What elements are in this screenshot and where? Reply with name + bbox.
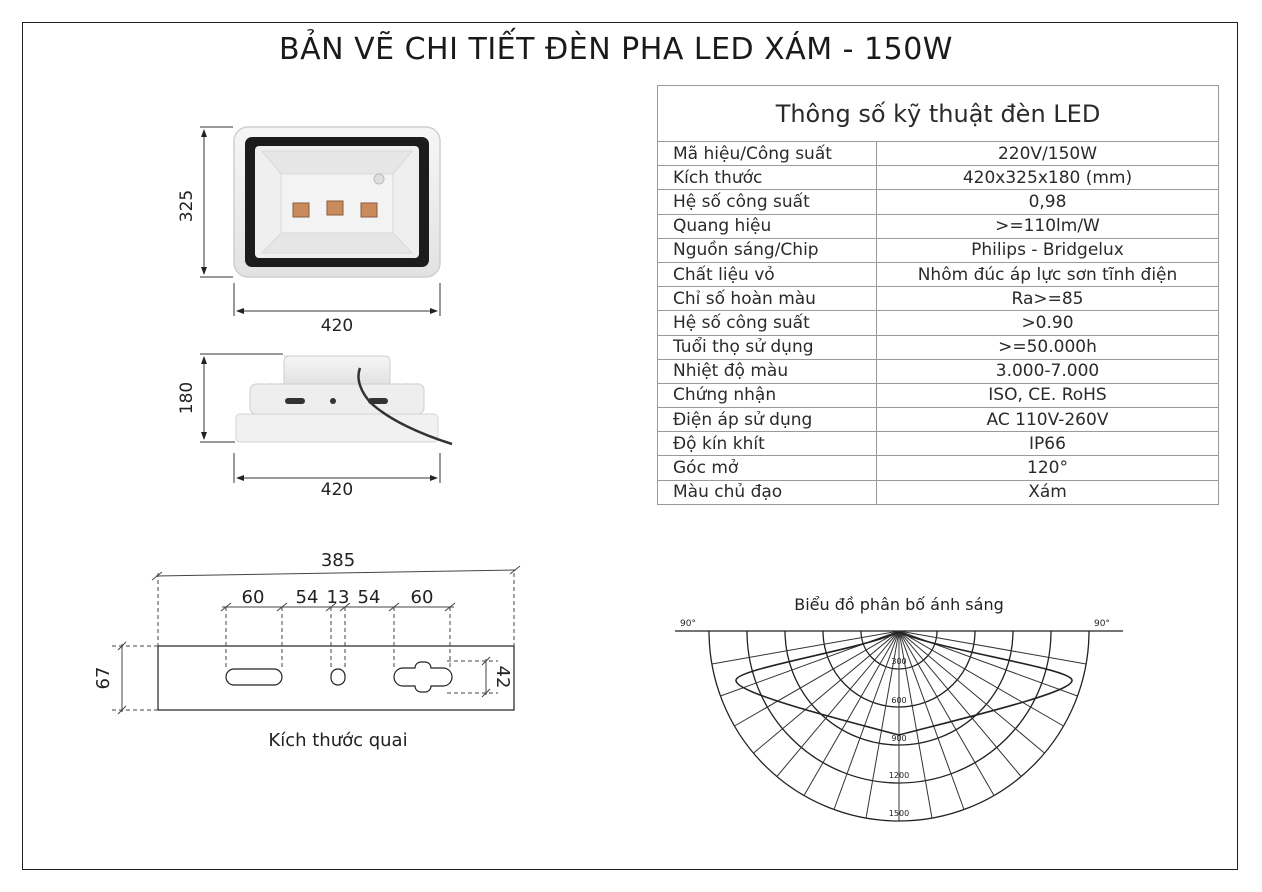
bracket-caption: Kích thước quai	[268, 730, 408, 751]
front-view	[177, 127, 440, 336]
spec-value: ISO, CE. RoHS	[877, 383, 1219, 407]
side-view	[177, 354, 452, 500]
led-chip-3	[361, 203, 377, 217]
polar-ring-label-600: 600	[891, 696, 907, 705]
spec-label: Chỉ số hoàn màu	[658, 287, 877, 311]
spec-value: 220V/150W	[877, 142, 1219, 166]
spec-value: >0.90	[877, 311, 1219, 335]
spec-value: 3.000-7.000	[877, 359, 1219, 383]
polar-ring-label-900: 900	[891, 734, 907, 743]
spec-label: Độ kín khít	[658, 432, 877, 456]
spec-label: Hệ số công suất	[658, 190, 877, 214]
bracket-drawing	[93, 550, 520, 751]
spec-label: Nhiệt độ màu	[658, 359, 877, 383]
spec-label: Kích thước	[658, 166, 877, 190]
bracket-segment-5-label: 60	[410, 587, 434, 608]
spec-value: 120°	[877, 456, 1219, 480]
front-width-label: 420	[320, 316, 354, 336]
polar-left-angle-label: 90°	[680, 619, 696, 629]
side-height-label: 180	[177, 381, 197, 415]
bracket-total-label: 385	[320, 550, 356, 571]
bracket-segment-4-label: 54	[357, 587, 381, 608]
page-title: BẢN VẼ CHI TIẾT ĐÈN PHA LED XÁM - 150W	[279, 32, 953, 67]
spec-label: Màu chủ đạo	[658, 480, 877, 504]
spec-value: >=50.000h	[877, 335, 1219, 359]
side-housing	[250, 384, 424, 414]
polar-right-angle-label: 90°	[1094, 619, 1110, 629]
polar-ring-label-1500: 1500	[888, 809, 910, 818]
bracket-slot-center	[331, 669, 345, 685]
side-width-label: 420	[320, 480, 354, 500]
spec-value: Ra>=85	[877, 287, 1219, 311]
bracket-segment-2-label: 54	[295, 587, 319, 608]
bracket-segment-1-label: 60	[241, 587, 265, 608]
bracket-segment-3-label: 13	[326, 587, 350, 608]
spec-label: Tuổi thọ sử dụng	[658, 335, 877, 359]
bracket-slot-left	[226, 669, 282, 685]
spec-label: Nguồn sáng/Chip	[658, 238, 877, 262]
spec-value: 0,98	[877, 190, 1219, 214]
spec-label: Góc mở	[658, 456, 877, 480]
spec-label: Chất liệu vỏ	[658, 262, 877, 286]
bracket-height-label: 67	[93, 666, 114, 690]
bracket-slot-right	[394, 662, 452, 692]
polar-ring-label-300: 300	[891, 657, 907, 666]
spec-value: AC 110V-260V	[877, 408, 1219, 432]
driver-box	[284, 356, 390, 384]
spec-table-heading: Thông số kỹ thuật đèn LED	[658, 86, 1219, 142]
spec-value: 420x325x180 (mm)	[877, 166, 1219, 190]
polar-chart-caption: Biểu đồ phân bố ánh sáng	[794, 595, 1004, 614]
spec-label: Quang hiệu	[658, 214, 877, 238]
polar-chart	[675, 595, 1123, 821]
spec-label: Hệ số công suất	[658, 311, 877, 335]
slot-height-label: 42	[492, 665, 513, 689]
spec-label: Điện áp sử dụng	[658, 408, 877, 432]
front-height-label: 325	[177, 189, 197, 223]
spec-value: >=110lm/W	[877, 214, 1219, 238]
spec-value: IP66	[877, 432, 1219, 456]
spec-label: Chứng nhận	[658, 383, 877, 407]
bracket-outline	[158, 646, 514, 710]
polar-ring-label-1200: 1200	[888, 771, 910, 780]
spec-value: Xám	[877, 480, 1219, 504]
spec-label: Mã hiệu/Công suất	[658, 142, 877, 166]
spec-value: Nhôm đúc áp lực sơn tĩnh điện	[877, 262, 1219, 286]
led-chip-2	[327, 201, 343, 215]
led-chip-1	[293, 203, 309, 217]
spec-value: Philips - Bridgelux	[877, 238, 1219, 262]
